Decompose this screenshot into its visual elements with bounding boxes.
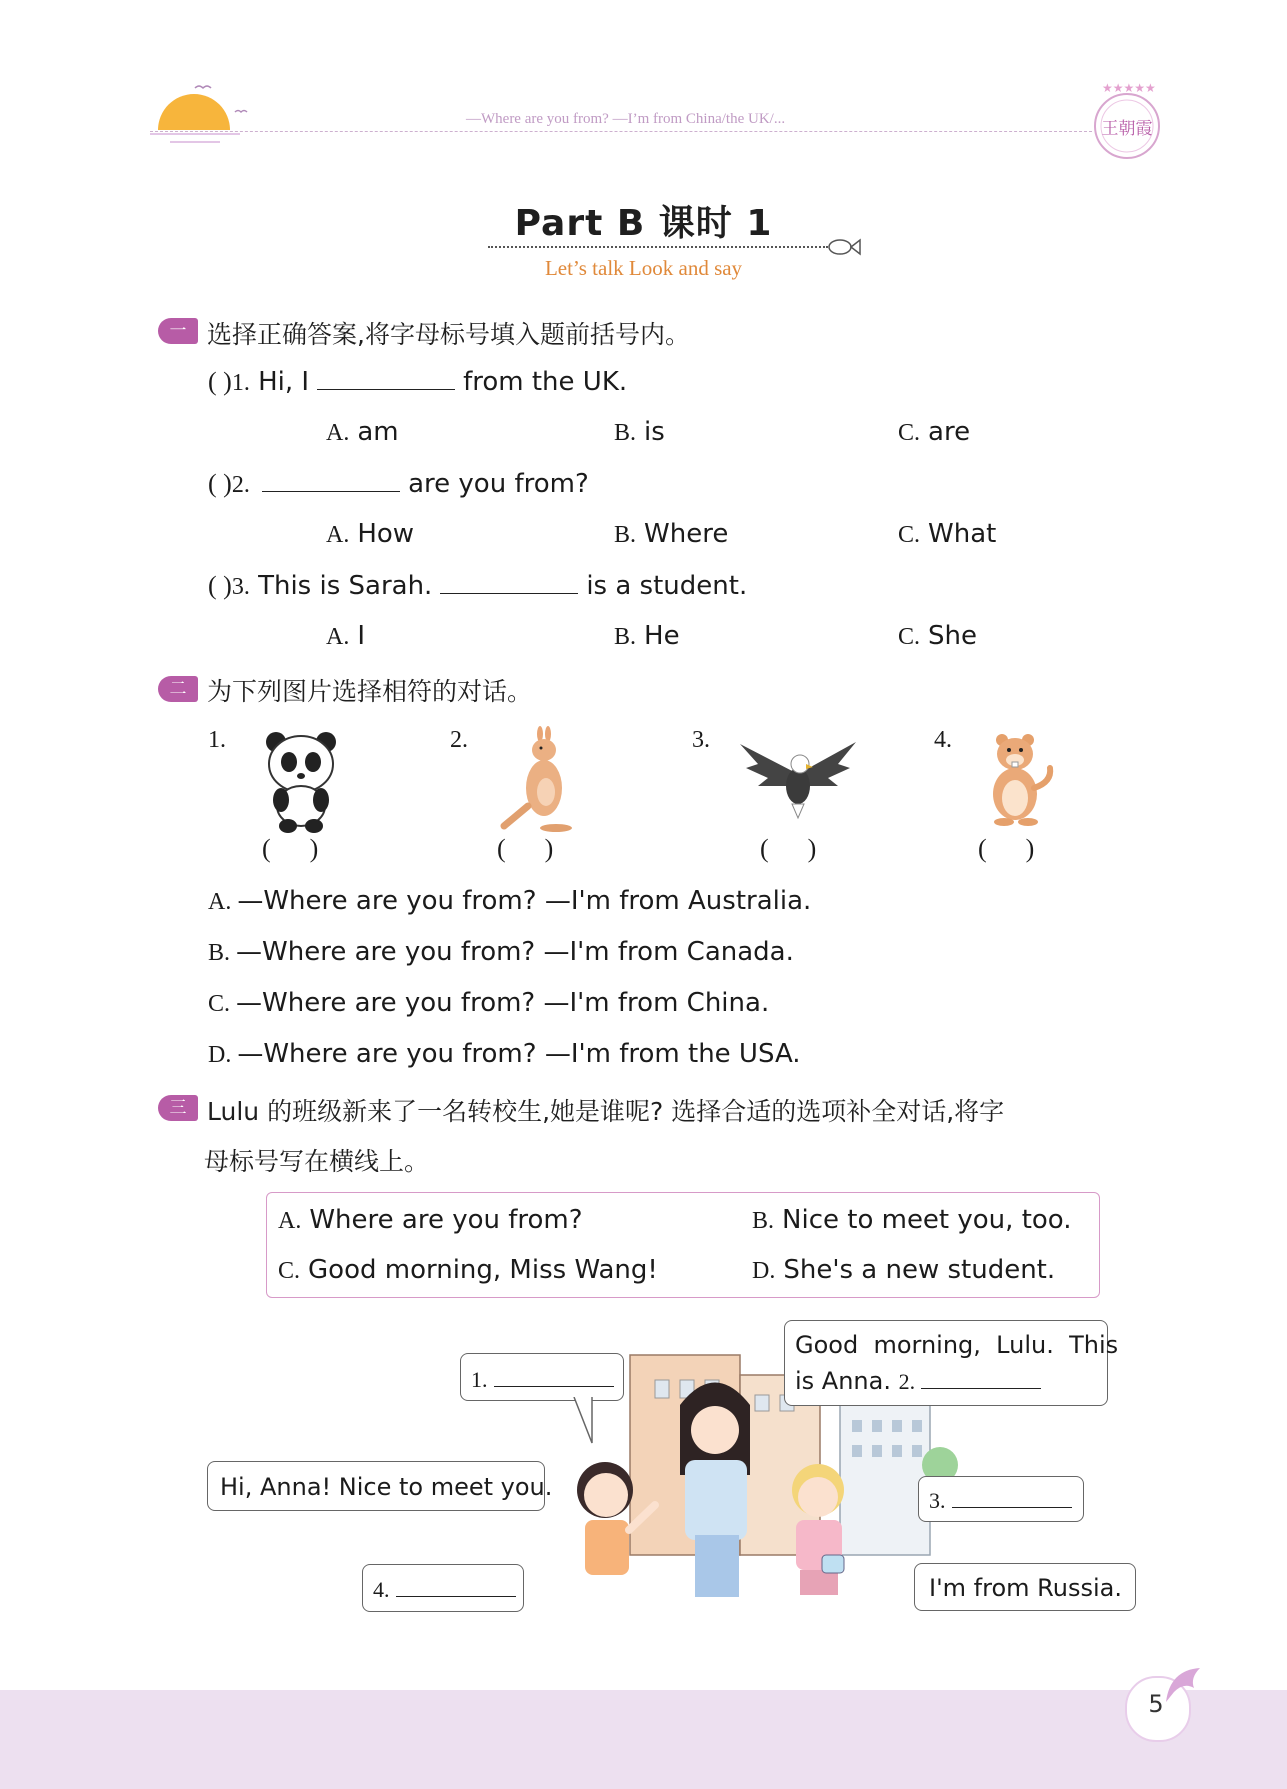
option-1b <box>614 417 665 447</box>
dialogue-text: —Where are you from? —I'm from Australia. <box>237 886 812 916</box>
option-text: Where are you from? <box>309 1205 583 1235</box>
option-1c <box>898 417 970 447</box>
option-letter: A. <box>326 624 350 650</box>
question-2 <box>208 467 589 499</box>
option-text: are <box>928 417 971 447</box>
beaver-icon <box>976 728 1056 828</box>
box-option-a <box>278 1205 583 1235</box>
option-letter: C. <box>898 624 921 650</box>
kangaroo-icon <box>500 726 580 834</box>
option-2b <box>614 519 728 549</box>
question-3 <box>208 569 747 601</box>
bubble-1-tail <box>570 1397 600 1447</box>
option-2a <box>326 519 414 549</box>
dialogue-d <box>208 1039 801 1069</box>
bubble-4-content <box>373 1575 516 1603</box>
option-text: She <box>928 621 977 651</box>
section1-instruction: 选择正确答案,将字母标号填入题前括号内。 <box>207 320 690 349</box>
bubble-1-content <box>471 1365 614 1393</box>
option-text: She's a new student. <box>783 1255 1056 1285</box>
answer-paren[interactable]: ( ) <box>208 367 232 396</box>
bubble-3-content <box>929 1486 1072 1514</box>
dialogue-c <box>208 988 769 1018</box>
option-letter: A. <box>278 1208 302 1234</box>
option-letter: A. <box>326 522 350 548</box>
fill-blank[interactable] <box>396 1576 516 1597</box>
box-option-b <box>752 1205 1072 1235</box>
dialogue-a <box>208 886 811 916</box>
option-1a <box>326 417 399 447</box>
box-option-d <box>752 1255 1055 1285</box>
teacher-bubble-line2 <box>795 1367 1041 1395</box>
answer-paren[interactable]: ( ) <box>208 571 232 600</box>
fill-blank[interactable] <box>440 569 578 594</box>
question-text-after: from the UK. <box>463 367 628 397</box>
option-text: am <box>357 417 399 447</box>
title-underline <box>488 246 828 248</box>
question-number: 3. <box>231 574 250 600</box>
picture-number-4: 4. <box>934 727 952 753</box>
anna-bubble-text: I'm from Russia. <box>929 1574 1122 1602</box>
panda-icon <box>256 728 346 833</box>
question-text-after: is a student. <box>586 571 748 601</box>
option-2c <box>898 519 996 549</box>
header-rule <box>150 131 1092 132</box>
logo-text: 王朝霞 <box>1101 119 1153 139</box>
option-text: What <box>928 519 997 549</box>
question-number: 1. <box>231 370 250 396</box>
speech-bubble-lulu <box>207 1461 553 1511</box>
option-text: Good morning, Miss Wang! <box>308 1255 658 1285</box>
section2-instruction: 为下列图片选择相符的对话。 <box>207 677 533 706</box>
bubble-number: 4. <box>373 1577 390 1602</box>
fill-blank[interactable] <box>921 1368 1041 1389</box>
teacher-bubble-text: is Anna. <box>795 1367 891 1395</box>
bubble-number: 1. <box>471 1367 488 1392</box>
option-letter: C. <box>278 1258 301 1284</box>
option-letter: C. <box>898 420 921 446</box>
question-number: 2. <box>231 472 250 498</box>
option-text: is <box>644 417 665 447</box>
option-3c <box>898 621 977 651</box>
dialogue-b <box>208 937 794 967</box>
dialogue-letter: A. <box>208 889 232 915</box>
running-title: —Where are you from? —I’m from China/the UK/... <box>466 111 786 127</box>
option-3a <box>326 621 365 651</box>
section3-instruction-line1: Lulu 的班级新来了一名转校生,她是谁呢? 选择合适的选项补全对话,将字 <box>207 1097 1005 1126</box>
dialogue-letter: B. <box>208 940 231 966</box>
question-text-before: Hi, I <box>258 367 310 397</box>
fill-blank[interactable] <box>952 1487 1072 1508</box>
option-letter: B. <box>614 420 637 446</box>
fill-blank[interactable] <box>494 1366 614 1387</box>
option-letter: B. <box>614 522 637 548</box>
page-number: 5 <box>1148 1690 1164 1718</box>
question-text-before: This is Sarah. <box>258 571 433 601</box>
bubble-number: 3. <box>929 1488 946 1513</box>
option-letter: D. <box>752 1258 776 1284</box>
option-text: He <box>644 621 680 651</box>
option-letter: B. <box>752 1208 775 1234</box>
dialogue-text: —Where are you from? —I'm from the USA. <box>237 1039 801 1069</box>
picture-answer-paren-4[interactable]: ( ) <box>978 834 1035 863</box>
option-letter: C. <box>898 522 921 548</box>
dialogue-letter: C. <box>208 991 231 1017</box>
section-badge-2: 二 <box>158 676 198 702</box>
picture-number-2: 2. <box>450 727 468 753</box>
teacher-bubble-line1: Good morning, Lulu. This <box>795 1331 1119 1359</box>
speech-bubble-3 <box>918 1476 1084 1522</box>
option-text: I <box>357 621 366 651</box>
option-text: Where <box>644 519 729 549</box>
picture-number-1: 1. <box>208 727 226 753</box>
picture-answer-paren-2[interactable]: ( ) <box>497 834 554 863</box>
fill-blank[interactable] <box>317 365 455 390</box>
picture-number-3: 3. <box>692 727 710 753</box>
option-text: How <box>357 519 415 549</box>
dialogue-text: —Where are you from? —I'm from China. <box>236 988 770 1018</box>
fish-icon <box>826 236 862 258</box>
page-title: Part B 课时 1 <box>514 203 773 244</box>
speech-bubble-anna <box>914 1563 1136 1611</box>
speech-bubble-teacher <box>784 1320 1119 1406</box>
speech-bubble-1 <box>460 1353 624 1401</box>
answer-paren[interactable]: ( ) <box>208 469 232 498</box>
bubble-number: 2. <box>898 1369 916 1394</box>
picture-answer-paren-1[interactable]: ( ) <box>262 834 319 863</box>
section-badge-3: 三 <box>158 1095 198 1121</box>
page-subtitle: Let’s talk Look and say <box>544 256 743 280</box>
box-option-c <box>278 1255 658 1285</box>
option-text: Nice to meet you, too. <box>782 1205 1072 1235</box>
dialogue-text: —Where are you from? —I'm from Canada. <box>236 937 794 967</box>
question-1 <box>208 365 627 397</box>
speech-bubble-4 <box>362 1564 524 1612</box>
fill-blank[interactable] <box>262 467 400 492</box>
option-3b <box>614 621 680 651</box>
lulu-bubble-text: Hi, Anna! Nice to meet you. <box>220 1473 553 1501</box>
footer-band <box>0 1690 1287 1789</box>
section3-instruction-line2: 母标号写在横线上。 <box>204 1147 430 1176</box>
option-letter: A. <box>326 420 350 446</box>
sunset-icon <box>150 82 260 152</box>
option-letter: B. <box>614 624 637 650</box>
eagle-icon <box>738 734 858 820</box>
svg-text:★★★★★: ★★★★★ <box>1102 81 1156 95</box>
question-text-after: are you from? <box>408 469 589 499</box>
publisher-logo <box>1088 80 1166 164</box>
dialogue-letter: D. <box>208 1042 232 1068</box>
section-badge-1: 一 <box>158 318 198 344</box>
picture-answer-paren-3[interactable]: ( ) <box>760 834 817 863</box>
